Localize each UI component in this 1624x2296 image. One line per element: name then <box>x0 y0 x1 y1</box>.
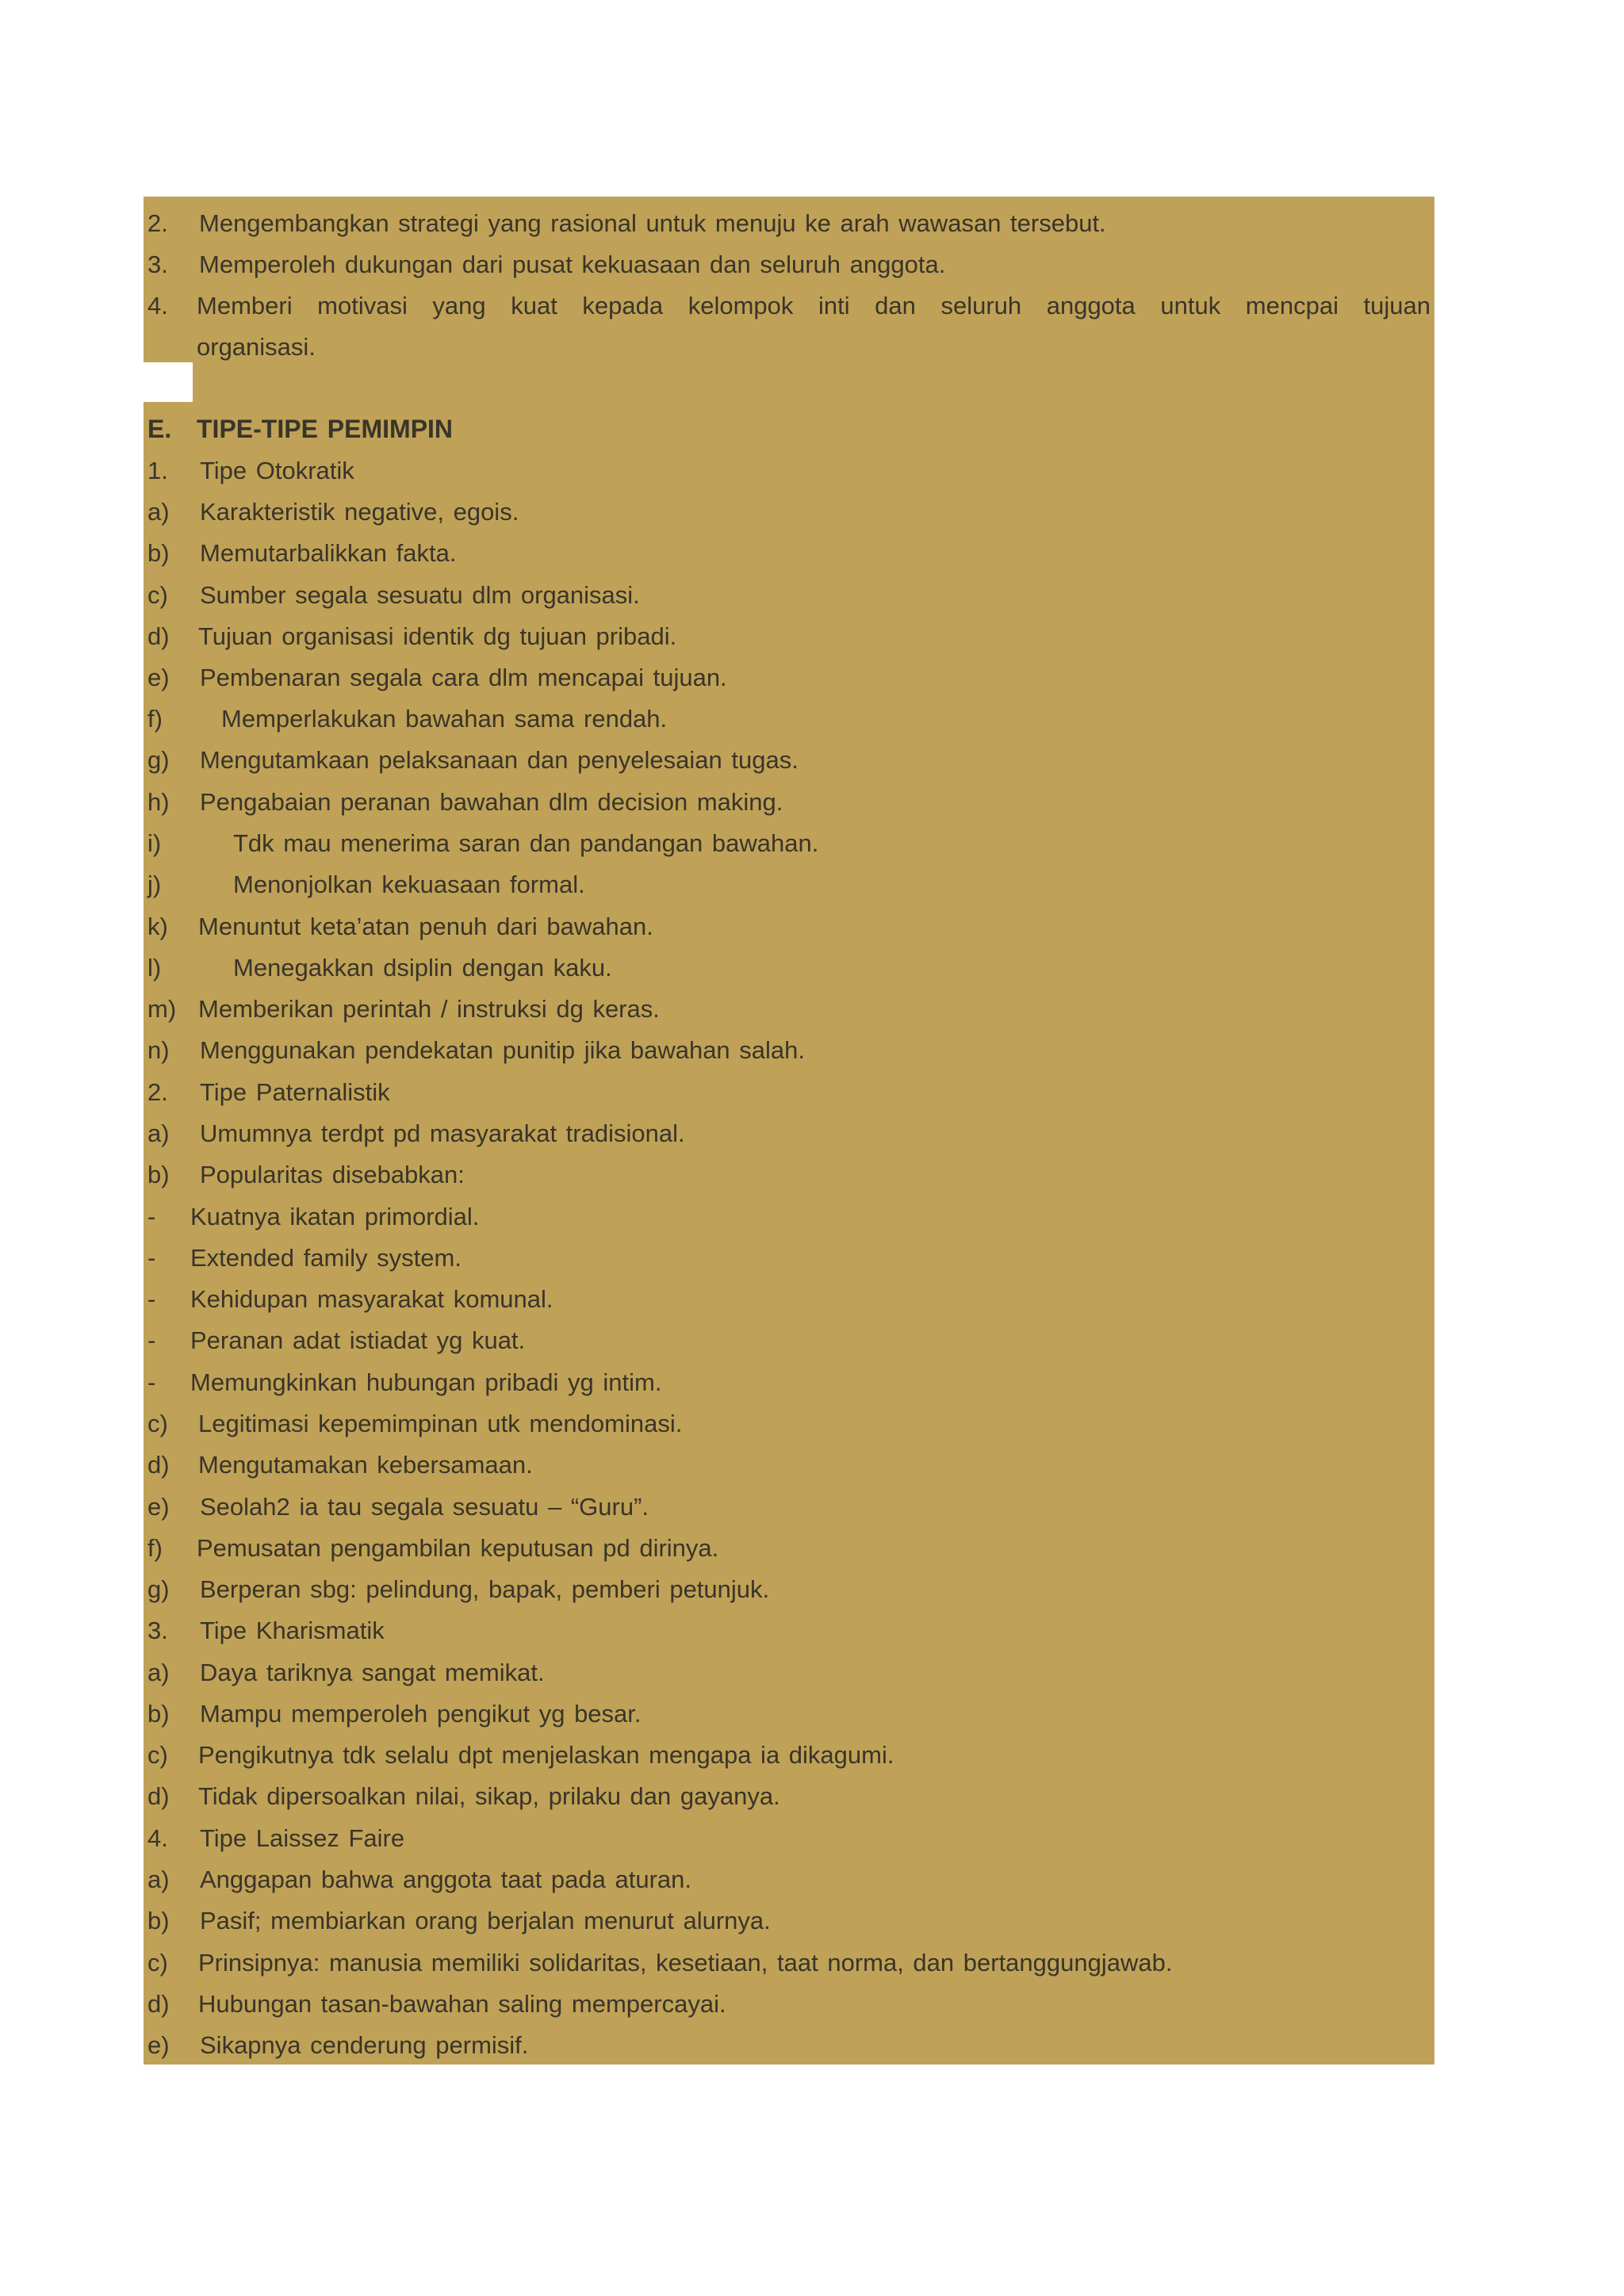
item-text: organisasi. <box>197 333 316 361</box>
item-marker: e) <box>147 1493 170 1521</box>
item-text: Umumnya terdpt pd masyarakat tradisional. <box>200 1119 685 1147</box>
item-text: Tipe Laissez Faire <box>200 1824 405 1852</box>
item-marker: f) <box>147 1534 163 1562</box>
item-marker: i) <box>147 829 162 857</box>
item-text: Mengutamakan kebersamaan. <box>198 1451 533 1479</box>
item-marker: b) <box>147 539 170 567</box>
item-text: Memperlakukan bawahan sama rendah. <box>221 705 668 733</box>
item-text: Extended family system. <box>190 1244 462 1272</box>
item-text: Mampu memperoleh pengikut yg besar. <box>200 1700 642 1728</box>
item-text: Sikapnya cenderung permisif. <box>200 2031 529 2059</box>
item-marker: b) <box>147 1161 170 1188</box>
item-marker: 4. <box>147 1824 168 1852</box>
item-text: Hubungan tasan-bawahan saling mempercayai. <box>198 1990 726 2018</box>
item-text: Tujuan organisasi identik dg tujuan pribadi. <box>198 622 677 650</box>
item-marker: d) <box>147 1782 170 1810</box>
item-text: Tipe Kharismatik <box>200 1617 385 1644</box>
item-marker: h) <box>147 788 170 816</box>
item-text: Mengutamkaan pelaksanaan dan penyelesaian tugas. <box>200 746 799 774</box>
item-marker: - <box>147 1368 156 1396</box>
item-text: Kehidupan masyarakat komunal. <box>190 1285 553 1313</box>
list-item <box>147 290 1431 322</box>
item-text: Berperan sbg: pelindung, bapak, pemberi petunjuk. <box>200 1575 770 1603</box>
item-text: Sumber segala sesuatu dlm organisasi. <box>200 581 640 609</box>
item-text: Memungkinkan hubungan pribadi yg intim. <box>190 1368 662 1396</box>
item-marker: b) <box>147 1907 170 1934</box>
item-marker: m) <box>147 995 177 1023</box>
item-text: Menuntut keta’atan penuh dari bawahan. <box>198 913 653 940</box>
item-marker: d) <box>147 1451 170 1479</box>
item-marker: g) <box>147 1575 170 1603</box>
item-marker: 2. <box>147 1078 168 1106</box>
item-marker: a) <box>147 1659 170 1686</box>
item-marker: 3. <box>147 251 168 278</box>
item-marker: - <box>147 1203 156 1230</box>
item-text: Legitimasi kepemimpinan utk mendominasi. <box>198 1410 683 1437</box>
heading-marker: E. <box>147 415 172 443</box>
item-marker: j) <box>147 871 162 898</box>
item-marker: - <box>147 1326 156 1354</box>
item-marker: b) <box>147 1700 170 1728</box>
item-text: Anggapan bahwa anggota taat pada aturan. <box>200 1866 692 1893</box>
item-marker: c) <box>147 1949 168 1976</box>
item-marker: g) <box>147 746 170 774</box>
item-marker: c) <box>147 1741 168 1769</box>
item-marker: - <box>147 1244 156 1272</box>
item-text: Popularitas disebabkan: <box>200 1161 465 1188</box>
heading-text: TIPE-TIPE PEMIMPIN <box>197 415 454 443</box>
item-marker: f) <box>147 705 163 733</box>
item-marker: c) <box>147 581 168 609</box>
item-marker: 2. <box>147 209 168 237</box>
item-marker: a) <box>147 1866 170 1893</box>
item-marker: 1. <box>147 457 168 484</box>
item-marker: a) <box>147 498 170 526</box>
item-text: Daya tariknya sangat memikat. <box>200 1659 545 1686</box>
item-text: Peranan adat istiadat yg kuat. <box>190 1326 526 1354</box>
item-marker: e) <box>147 2031 170 2059</box>
item-text: Tdk mau menerima saran dan pandangan bawahan. <box>233 829 819 857</box>
item-marker: c) <box>147 1410 168 1437</box>
item-text: Seolah2 ia tau segala sesuatu – “Guru”. <box>200 1493 649 1521</box>
item-marker: 3. <box>147 1617 168 1644</box>
item-text: Kuatnya ikatan primordial. <box>190 1203 480 1230</box>
item-text: Tipe Otokratik <box>200 457 354 484</box>
panel-blank-notch <box>144 362 193 402</box>
item-text: Pengikutnya tdk selalu dpt menjelaskan mengapa ia dikagumi. <box>198 1741 894 1769</box>
item-text: Memberikan perintah / instruksi dg keras. <box>198 995 660 1023</box>
item-text: Karakteristik negative, egois. <box>200 498 519 526</box>
item-text: Prinsipnya: manusia memiliki solidaritas, kesetiaan, taat norma, dan bertanggungjawab. <box>198 1949 1173 1976</box>
item-marker: - <box>147 1285 156 1313</box>
item-marker: k) <box>147 913 168 940</box>
item-marker: d) <box>147 622 170 650</box>
item-marker: 4. <box>147 292 168 320</box>
item-text: Pengabaian peranan bawahan dlm decision making. <box>200 788 783 816</box>
item-text: Memberi motivasi yang kuat kepada kelompok inti dan seluruh anggota untuk mencpai tujuan <box>197 292 1431 320</box>
item-text: Memutarbalikkan fakta. <box>200 539 457 567</box>
item-text: Menggunakan pendekatan punitip jika bawahan salah. <box>200 1036 806 1064</box>
item-text: Pemusatan pengambilan keputusan pd dirinya. <box>197 1534 719 1562</box>
item-marker: l) <box>147 954 162 982</box>
item-text: Tidak dipersoalkan nilai, sikap, prilaku dan gayanya. <box>198 1782 780 1810</box>
item-marker: e) <box>147 664 170 691</box>
item-text: Pembenaran segala cara dlm mencapai tujuan. <box>200 664 727 691</box>
item-marker: d) <box>147 1990 170 2018</box>
item-marker: n) <box>147 1036 170 1064</box>
item-text: Menegakkan dsiplin dengan kaku. <box>233 954 612 982</box>
item-text: Mengembangkan strategi yang rasional untuk menuju ke arah wawasan tersebut. <box>199 209 1106 237</box>
item-text: Pasif; membiarkan orang berjalan menurut alurnya. <box>200 1907 771 1934</box>
item-text: Menonjolkan kekuasaan formal. <box>233 871 585 898</box>
item-marker: a) <box>147 1119 170 1147</box>
item-text: Memperoleh dukungan dari pusat kekuasaan dan seluruh anggota. <box>199 251 946 278</box>
item-text: Tipe Paternalistik <box>200 1078 390 1106</box>
